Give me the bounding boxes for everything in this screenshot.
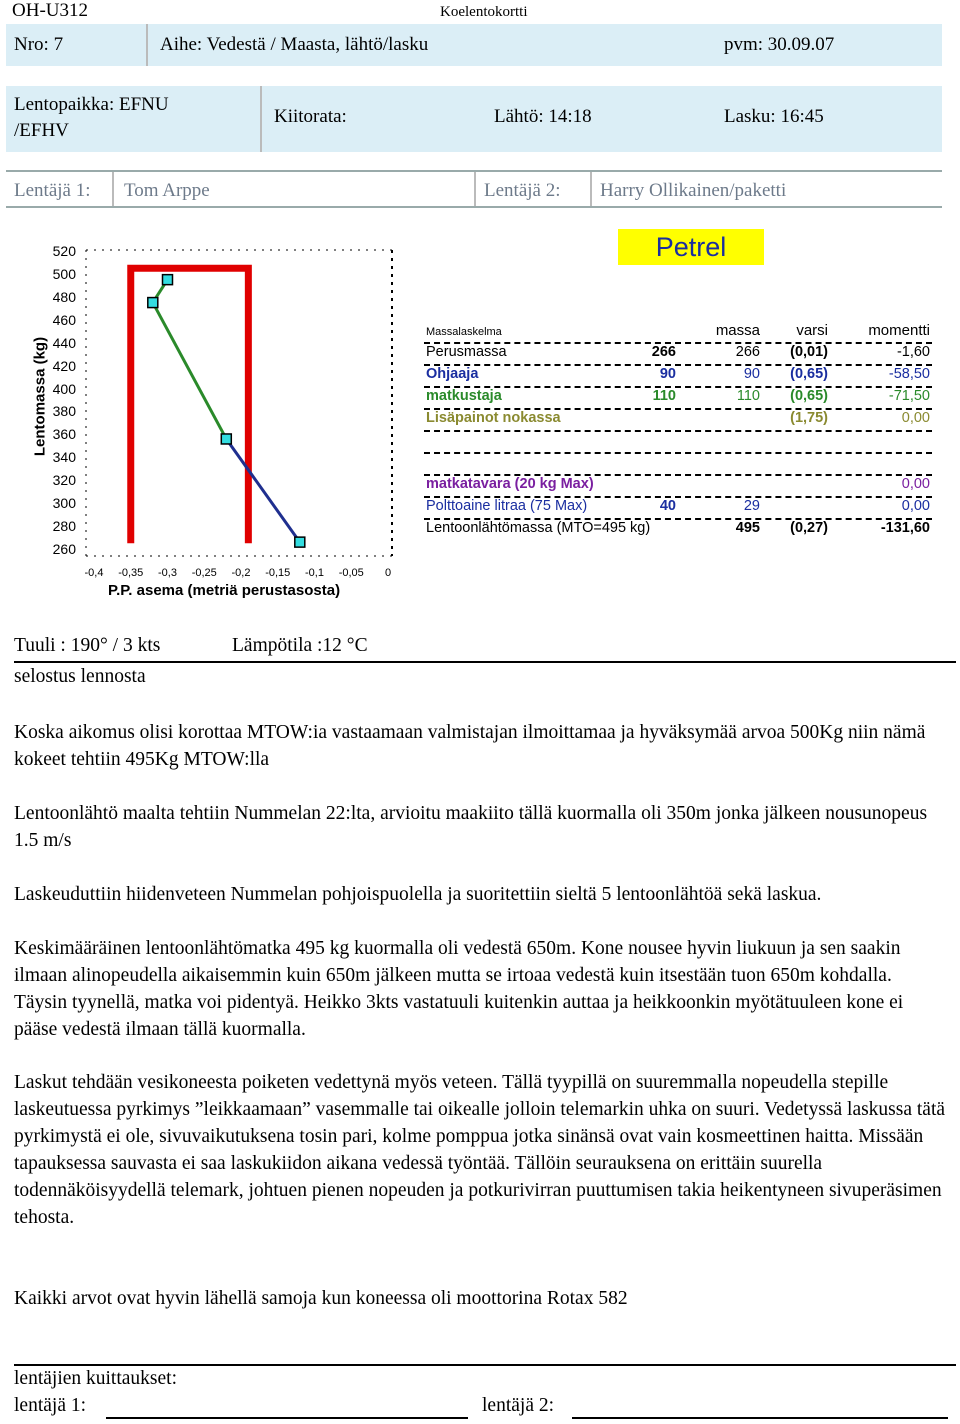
x-tick-label: -0,25 [191,567,217,579]
x-tick-label: -0,3 [158,567,177,579]
x-tick-label: 0 [384,567,392,579]
aircraft-code: OH-U312 [12,0,88,21]
y-tick-label: 360 [52,426,76,443]
selostus-heading: selostus lennosta [14,666,146,687]
mass-row-polttoaine [424,496,932,520]
row-label: Lisäpainot nokassa [426,410,561,426]
row-label: Polttoaine litraa (75 Max) [426,498,588,514]
paragraph-2: Lentoonlähtö maalta tehtiin Nummelan 22:lta, arvioitu maakiito tällä kuormalla oli 350m jonka jälkeen nousunopeus 1.5 m/s [14,803,928,851]
mass-header-massa: massa [715,322,760,339]
mass-header-label: Massalaskelma [426,326,502,338]
cg-path-main [153,303,227,439]
chart-title: Petrel [618,229,764,265]
y-tick-label: 400 [52,380,76,397]
mass-row-matkustaja [424,386,932,410]
y-tick-label: 280 [52,518,76,535]
cg-marker [221,434,231,444]
paragraph-5: Laskut tehdään vesikoneesta poiketen vedettynä myös veteen. Tällä tyypillä on suuremmalla nopeudella stepille laskeutuessa pyrkimys ”leikkaamaan” vasemmalle tai oikealle jolloin telemarkin uhka on suuri. Vedetyssä laskussa tätä pyrkimystä ei ole, sivuvaikutuksena tosin pari, kolme pomppua jotka sinänsä ovat vain kosmeettinen haitta. Missään tapauksessa sauvasta ei saa laskukiidon aikana vedessä työntää. Tällöin seurauksena on erittäin suurella todennäköisyydellä telemark, johtuen pienen nopeuden ja potkurivirran puuttumisen takia heikentyneen sivuperäsimen tehosta. [14,1072,946,1228]
lentaja1-name: Tom Arppe [124,180,210,201]
row-massa: 90 [743,366,760,382]
x-tick-label: -0,2 [231,567,251,579]
y-tick-label: 440 [52,334,76,351]
mass-row-perusmassa [424,342,932,366]
row-massa: 29 [743,498,760,514]
row-varsi: (1,75) [790,410,828,426]
signature-line-2[interactable] [572,1417,948,1419]
paragraph-4: Keskimääräinen lentoonlähtömatka 495 kg kuormalla oli vedestä 650m. Kone nousee hyvin liukuun ja sen saakin ilmaan alinopeudella aikaisemmin kuin 650m jälkeen mutta se irtoaa vedestä kuin itsestään tuon 650m kohdalla. Täysin tyynellä, matka voi pidentyä. Heikko 3kts vastatuuli kuitenkin auttaa ja heikkoonkin myötätuuleen kone ei pääse vedestä ilmaan tällä kuormalla. [14,938,904,1040]
pvm-field: pvm: 30.09.07 [724,34,835,55]
mass-row-empty [424,430,932,454]
row-massa: 495 [735,520,760,536]
x-tick-label: -0,15 [265,567,291,579]
y-tick-label: 260 [52,541,76,557]
paragraph-1: Koska aikomus olisi korottaa MTOW:ia vastaamaan valmistajan ilmoittamaa ja hyväksymää arvoa 500Kg niin nämä kokeet tehtiin 495Kg MTOW:lla [14,722,926,770]
kiitorata-field: Kiitorata: [274,106,347,127]
row-momentti: -1,60 [896,344,930,360]
mass-row-ohjaaja [424,364,932,388]
y-tick-label: 460 [52,311,76,328]
lampotila-field: Lämpötila :12 °C [232,635,368,656]
mass-header-varsi: varsi [796,322,828,339]
row-label: Lentoonlähtömassa (MTO=495 kg) [426,520,651,536]
x-tick-label: -0,4 [84,567,104,579]
row-label: matkustaja [426,388,502,404]
x-tick-label: -0,05 [338,567,364,579]
aihe-field: Aihe: Vedestä / Maasta, lähtö/lasku [160,34,429,55]
mass-row-matkatavara [424,474,932,498]
row-label: Ohjaaja [426,366,479,382]
lahto-field: Lähtö: 14:18 [494,106,592,127]
cg-marker [295,537,305,547]
y-tick-label: 500 [52,265,76,282]
signature-label-2: lentäjä 2: [482,1395,555,1416]
y-tick-label: 420 [52,357,76,374]
row-input[interactable]: 110 [652,388,676,404]
signature-line-1[interactable] [106,1417,468,1419]
row-momentti: 0,00 [901,476,930,492]
document-title: Koelentokortti [440,4,528,20]
chart-ylabel: Lentomassa (kg) [31,336,49,457]
mass-row-empty-2 [424,452,932,476]
conditions-rule [14,661,956,663]
signature-label-1: lentäjä 1: [14,1395,87,1416]
row-varsi: (0,65) [790,366,828,382]
row-momentti: -58,50 [888,366,930,382]
lentaja2-label: Lentäjä 2: [484,180,561,201]
y-tick-label: 300 [52,495,76,512]
y-tick-label: 320 [52,472,76,489]
row-varsi: (0,01) [790,344,828,360]
cg-marker [148,298,158,308]
row-label: Perusmassa [426,344,507,360]
y-tick-label: 520 [52,243,76,259]
lentaja1-label: Lentäjä 1: [14,180,91,201]
paragraph-6: Kaikki arvot ovat hyvin lähellä samoja kun koneessa oli moottorina Rotax 582 [14,1288,628,1309]
lentopaikka-line1: Lentopaikka: EFNU [14,94,169,115]
row-input[interactable]: 90 [659,366,676,382]
nro-field: Nro: 7 [14,34,64,55]
x-tick-label: -0,35 [118,567,144,579]
lasku-field: Lasku: 16:45 [724,106,824,127]
row-momentti: 0,00 [901,498,930,514]
row-massa: 110 [736,388,760,404]
row-momentti: -71,50 [888,388,930,404]
mass-row-lisapainot [424,408,932,432]
y-tick-label: 340 [52,449,76,466]
chart-xlabel: P.P. asema (metriä perustasosta) [108,582,341,599]
row-momentti: -131,60 [880,520,930,536]
x-tick-label: -0,1 [305,567,324,579]
mass-row-total [424,518,932,540]
row-massa: 266 [735,344,760,360]
row-label: matkatavara (20 kg Max) [426,476,594,492]
y-tick-label: 480 [52,288,76,305]
row-input[interactable]: 40 [659,498,676,514]
y-tick-label: 380 [52,403,76,420]
tuuli-field: Tuuli : 190° / 3 kts [14,635,161,656]
paragraph-3: Laskeuduttiin hiidenveteen Nummelan pohjoispuolella ja suoritettiin sieltä 5 lentoonlähtöä sekä laskua. [14,884,822,905]
mass-header-momentti: momentti [868,322,930,339]
row-input[interactable]: 266 [651,344,676,360]
cg-path-lower [226,439,299,542]
signatures-title: lentäjien kuittaukset: [14,1368,177,1389]
cg-envelope [131,268,249,543]
cg-marker [163,275,173,285]
row-varsi: (0,65) [790,388,828,404]
row-momentti: 0,00 [901,410,930,426]
lentopaikka-line2: /EFHV [14,120,69,141]
signature-rule [14,1364,956,1366]
row-varsi: (0,27) [790,520,828,536]
lentaja2-name: Harry Ollikainen/paketti [600,180,787,201]
mass-table-header [424,320,932,344]
